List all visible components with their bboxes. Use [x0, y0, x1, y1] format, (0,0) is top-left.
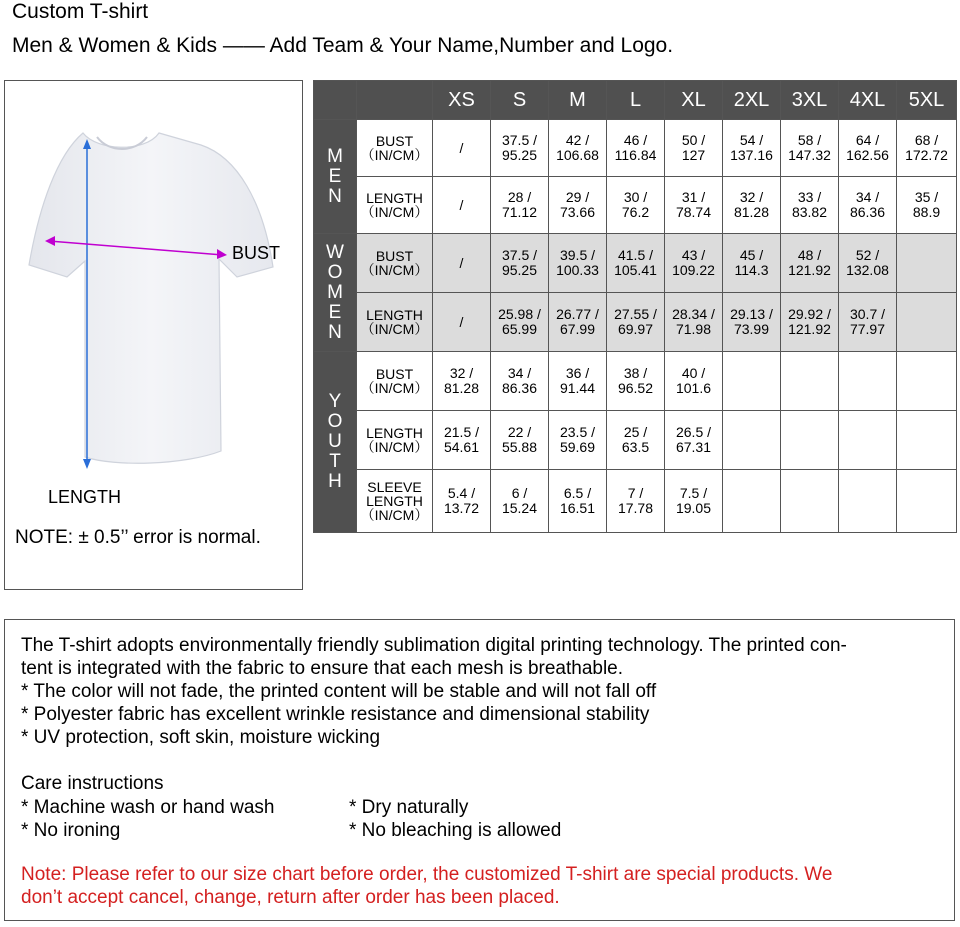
- care-list-right: [349, 796, 561, 842]
- size-value-cell: 38 / 96.52: [607, 352, 665, 411]
- size-value-cell: 29.92 / 121.92: [781, 293, 839, 352]
- size-header: M: [549, 81, 607, 120]
- size-value-cell: [781, 411, 839, 470]
- size-value-cell: 37.5 / 95.25: [491, 234, 549, 293]
- size-value-cell: 7.5 / 19.05: [665, 470, 723, 533]
- section-label-women: W O M E N: [314, 234, 357, 352]
- list-item: * UV protection, soft skin, moisture wicking: [21, 727, 381, 748]
- measure-label: LENGTH （IN/CM）: [357, 411, 433, 470]
- size-value-cell: 6 / 15.24: [491, 470, 549, 533]
- measure-label: BUST （IN/CM）: [357, 234, 433, 293]
- size-value-cell: 35 / 88.9: [897, 177, 957, 234]
- section-label-men: M E N: [314, 120, 357, 234]
- order-warning-note: Note: Please refer to our size chart before order, the customized T-shirt are special products. We don’t accept cancel, change, return after order has been placed.: [21, 864, 833, 908]
- tshirt-body: [29, 133, 273, 463]
- size-value-cell: 30.7 / 77.97: [839, 293, 897, 352]
- size-value-cell: 31 / 78.74: [665, 177, 723, 234]
- size-value-cell: 68 / 172.72: [897, 120, 957, 177]
- tolerance-note: NOTE: ± 0.5’’ error is normal.: [15, 527, 261, 548]
- care-list-left: [21, 796, 274, 842]
- size-value-cell: [723, 411, 781, 470]
- size-value-cell: [897, 234, 957, 293]
- size-value-cell: 26.77 / 67.99: [549, 293, 607, 352]
- size-value-cell: 32 / 81.28: [433, 352, 491, 411]
- size-value-cell: 7 / 17.78: [607, 470, 665, 533]
- size-value-cell: 27.55 / 69.97: [607, 293, 665, 352]
- tshirt-image: [5, 81, 302, 589]
- table-row: [314, 470, 957, 533]
- size-value-cell: 25.98 / 65.99: [491, 293, 549, 352]
- size-value-cell: [781, 470, 839, 533]
- size-value-cell: 43 / 109.22: [665, 234, 723, 293]
- size-value-cell: 58 / 147.32: [781, 120, 839, 177]
- size-value-cell: 64 / 162.56: [839, 120, 897, 177]
- size-value-cell: 34 / 86.36: [839, 177, 897, 234]
- list-item: * No bleaching is allowed: [349, 820, 562, 841]
- size-value-cell: 37.5 / 95.25: [491, 120, 549, 177]
- size-value-cell: 5.4 / 13.72: [433, 470, 491, 533]
- size-header: XS: [433, 81, 491, 120]
- description-intro: The T-shirt adopts environmentally friendly sublimation digital printing technology. The printed con- tent is integrated with the fabric to ensure that each mesh is breathable.: [21, 635, 847, 679]
- size-value-cell: 25 / 63.5: [607, 411, 665, 470]
- size-value-cell: 22 / 55.88: [491, 411, 549, 470]
- size-header: 2XL: [723, 81, 781, 120]
- header-corner: [314, 81, 357, 120]
- size-value-cell: 26.5 / 67.31: [665, 411, 723, 470]
- size-value-cell: 33 / 83.82: [781, 177, 839, 234]
- bust-label: BUST: [232, 243, 281, 263]
- measure-label: BUST （IN/CM）: [357, 120, 433, 177]
- size-value-cell: 39.5 / 100.33: [549, 234, 607, 293]
- measure-label: SLEEVE LENGTH （IN/CM）: [357, 470, 433, 533]
- list-item: * Dry naturally: [349, 797, 469, 818]
- measure-label: BUST （IN/CM）: [357, 352, 433, 411]
- size-value-cell: 32 / 81.28: [723, 177, 781, 234]
- size-value-cell: [839, 411, 897, 470]
- size-value-cell: 28 / 71.12: [491, 177, 549, 234]
- table-row: [314, 177, 957, 234]
- size-value-cell: 28.34 / 71.98: [665, 293, 723, 352]
- size-value-cell: 36 / 91.44: [549, 352, 607, 411]
- size-value-cell: 23.5 / 59.69: [549, 411, 607, 470]
- size-chart-table: [313, 80, 957, 533]
- table-row: [314, 293, 957, 352]
- table-row: [314, 120, 957, 177]
- size-header: 3XL: [781, 81, 839, 120]
- size-value-cell: 29.13 / 73.99: [723, 293, 781, 352]
- page-subtitle: Men & Women & Kids —— Add Team & Your Name,Number and Logo.: [12, 34, 674, 57]
- list-item: * Machine wash or hand wash: [21, 797, 275, 818]
- size-value-cell: [723, 470, 781, 533]
- size-value-cell: /: [433, 293, 491, 352]
- care-title: Care instructions: [21, 773, 164, 794]
- feature-list: [21, 680, 656, 749]
- size-value-cell: 42 / 106.68: [549, 120, 607, 177]
- size-value-cell: 6.5 / 16.51: [549, 470, 607, 533]
- size-value-cell: 29 / 73.66: [549, 177, 607, 234]
- size-value-cell: [723, 352, 781, 411]
- size-value-cell: 50 / 127: [665, 120, 723, 177]
- list-item: * Polyester fabric has excellent wrinkle resistance and dimensional stability: [21, 704, 650, 725]
- length-label: LENGTH: [48, 487, 122, 507]
- list-item: * No ironing: [21, 820, 121, 841]
- size-header: 5XL: [897, 81, 957, 120]
- size-value-cell: 41.5 / 105.41: [607, 234, 665, 293]
- size-value-cell: 46 / 116.84: [607, 120, 665, 177]
- size-value-cell: 54 / 137.16: [723, 120, 781, 177]
- tshirt-illustration-panel: [4, 80, 303, 590]
- size-value-cell: [839, 470, 897, 533]
- size-value-cell: /: [433, 120, 491, 177]
- size-value-cell: [897, 352, 957, 411]
- table-row: [314, 411, 957, 470]
- size-value-cell: 52 / 132.08: [839, 234, 897, 293]
- measure-label: LENGTH （IN/CM）: [357, 293, 433, 352]
- size-value-cell: [897, 293, 957, 352]
- size-value-cell: 45 / 114.3: [723, 234, 781, 293]
- product-description-panel: [4, 619, 955, 921]
- size-value-cell: [781, 352, 839, 411]
- size-value-cell: 21.5 / 54.61: [433, 411, 491, 470]
- table-row: [314, 234, 957, 293]
- size-header: L: [607, 81, 665, 120]
- size-value-cell: /: [433, 177, 491, 234]
- size-value-cell: 30 / 76.2: [607, 177, 665, 234]
- size-value-cell: 34 / 86.36: [491, 352, 549, 411]
- size-value-cell: [839, 352, 897, 411]
- size-value-cell: [897, 411, 957, 470]
- size-header-row: [314, 81, 957, 120]
- measure-label: LENGTH （IN/CM）: [357, 177, 433, 234]
- header-measure: [357, 81, 433, 120]
- table-row: [314, 352, 957, 411]
- size-value-cell: 40 / 101.6: [665, 352, 723, 411]
- size-header: 4XL: [839, 81, 897, 120]
- page-title: Custom T-shirt: [12, 0, 149, 23]
- size-value-cell: 48 / 121.92: [781, 234, 839, 293]
- size-value-cell: /: [433, 234, 491, 293]
- size-value-cell: [897, 470, 957, 533]
- size-header: XL: [665, 81, 723, 120]
- size-header: S: [491, 81, 549, 120]
- list-item: * The color will not fade, the printed content will be stable and will not fall off: [21, 681, 657, 702]
- section-label-youth: Y O U T H: [314, 352, 357, 533]
